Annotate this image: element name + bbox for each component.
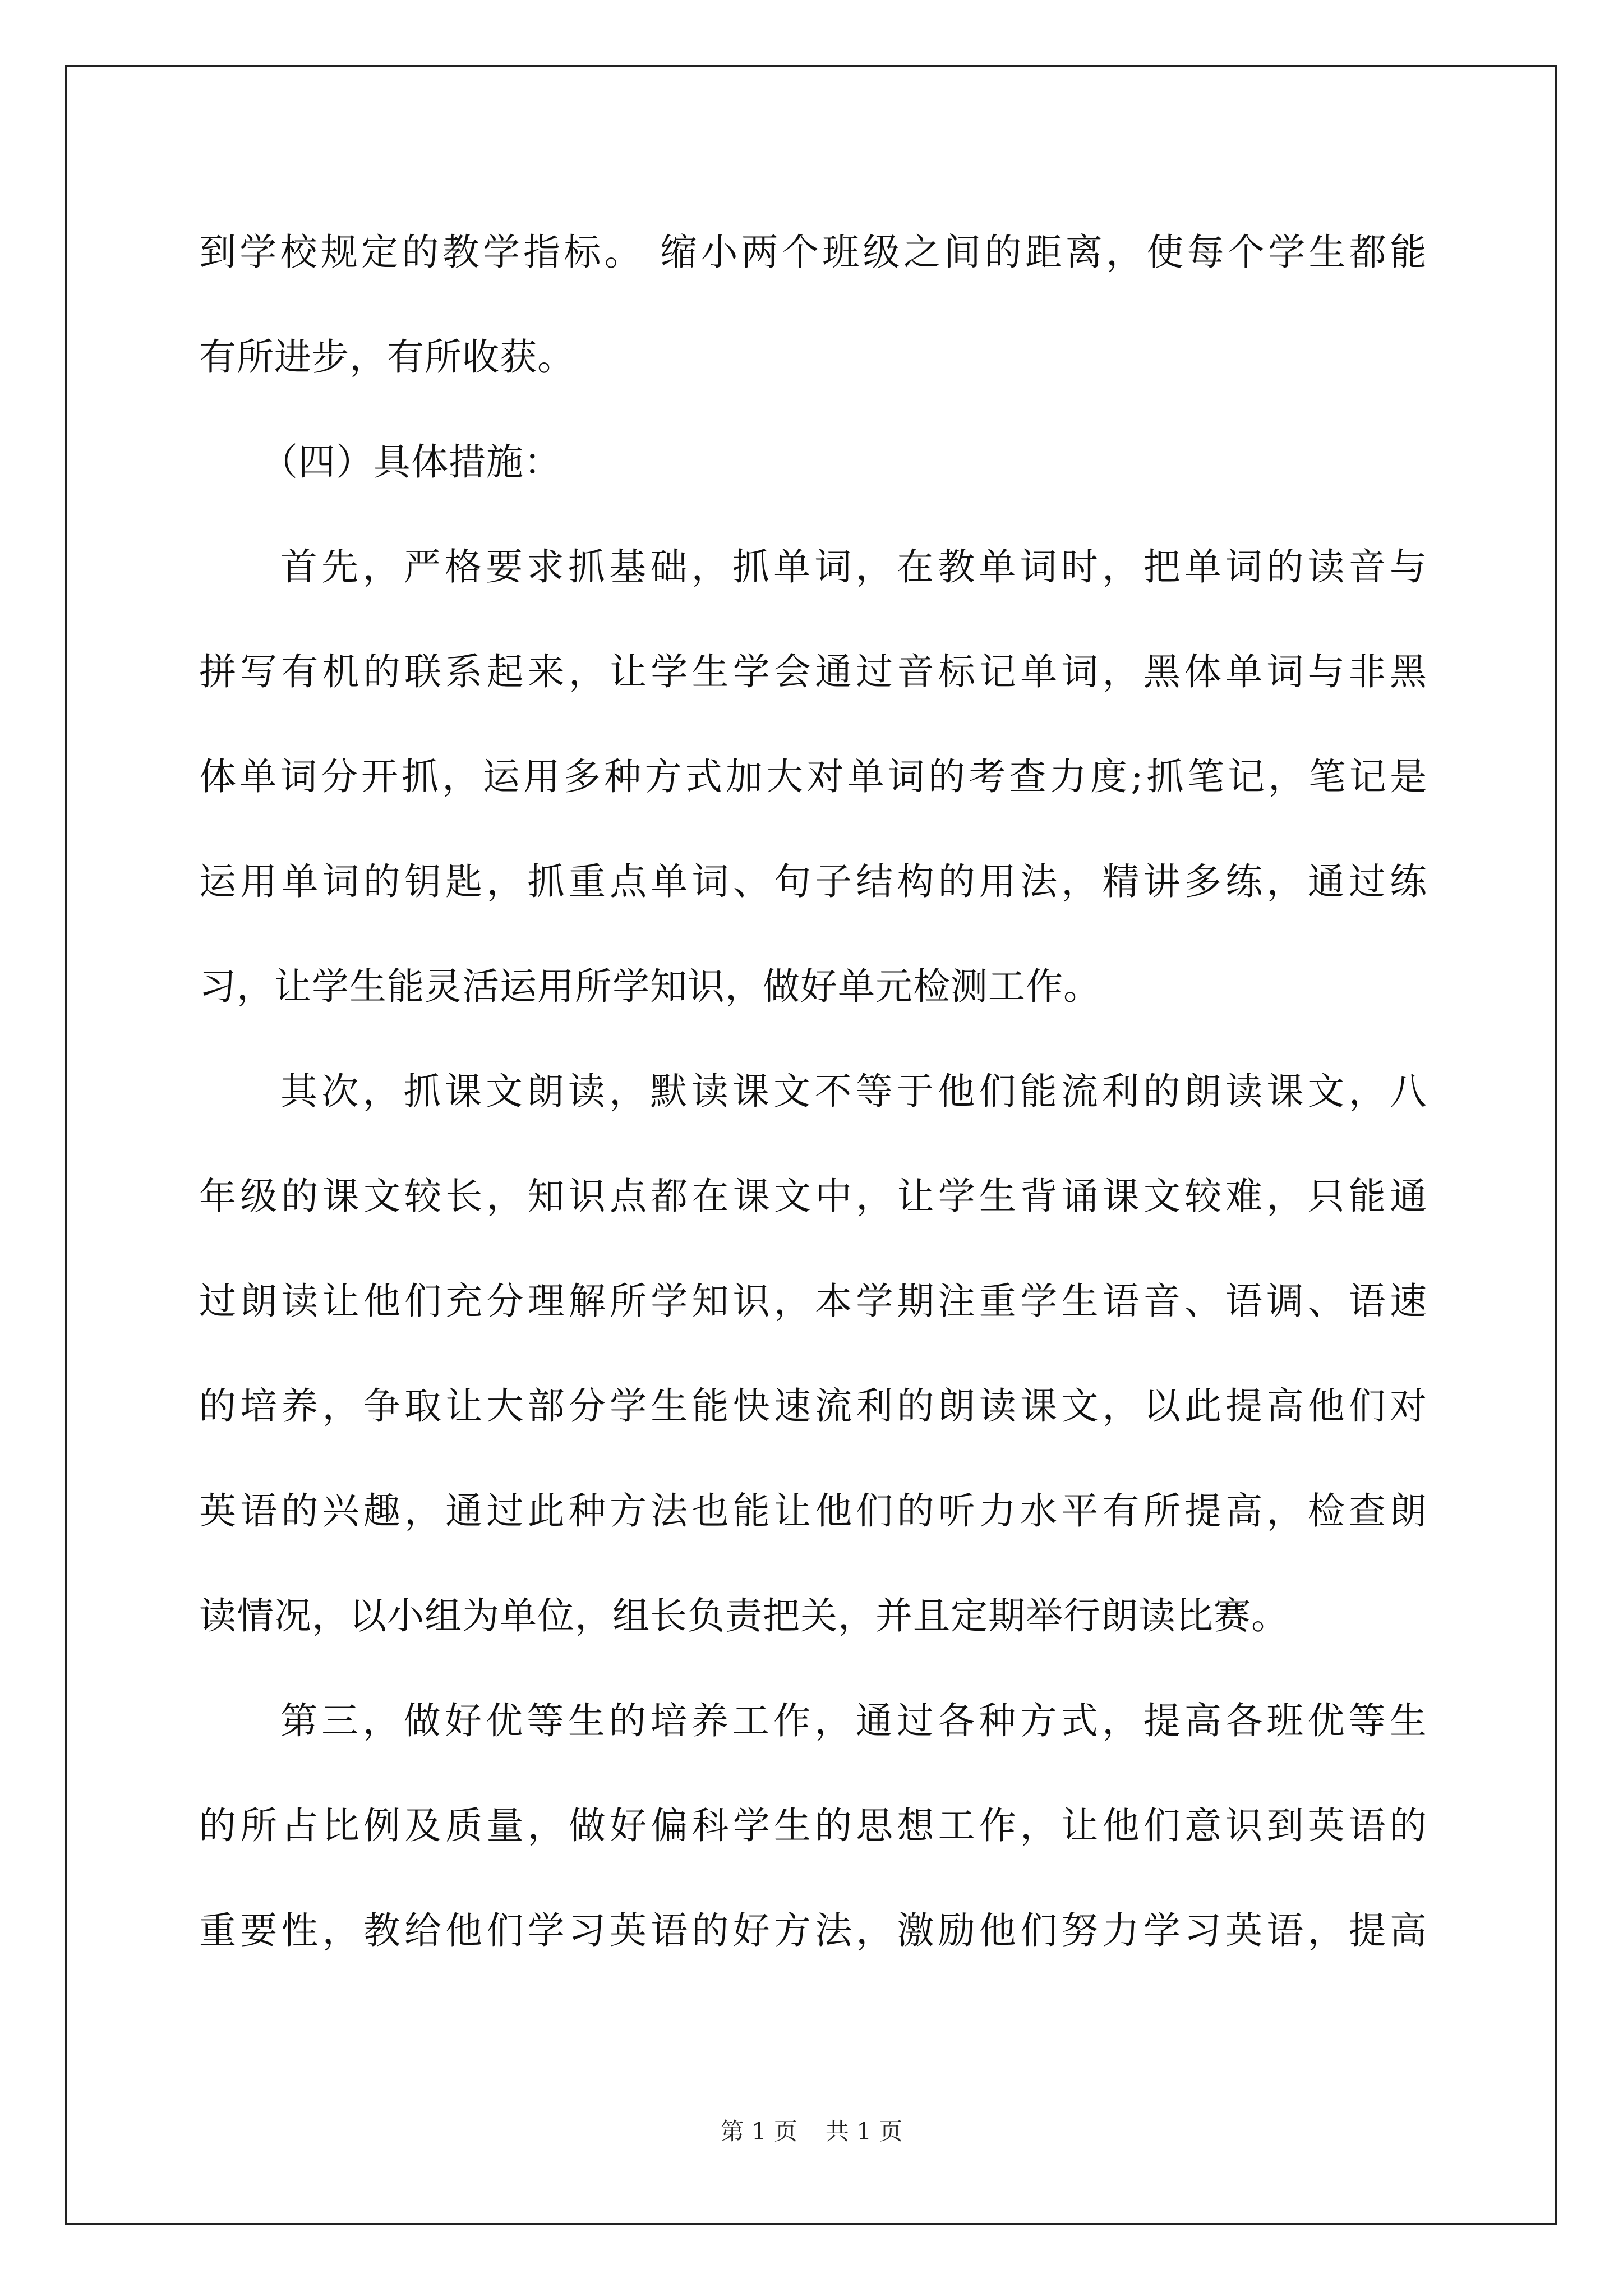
text-line: 过朗读让他们充分理解所学知识，本学期注重学生语音、语调、语速 xyxy=(199,1280,1427,1323)
text-line: 运用单词的钥匙，抓重点单词、句子结构的用法，精讲多练，通过练 xyxy=(199,860,1427,903)
text-line: 有所进步，有所收获。 xyxy=(199,335,575,379)
page-number: 第 1 页 xyxy=(720,2118,797,2145)
text-line: 的培养，争取让大部分学生能快速流利的朗读课文，以此提高他们对 xyxy=(199,1384,1427,1428)
text-line: 读情况，以小组为单位，组长负责把关，并且定期举行朗读比赛。 xyxy=(199,1594,1289,1637)
page-footer xyxy=(0,2115,1623,2148)
text-line: 重要性，教给他们学习英语的好方法，激励他们努力学习英语，提高 xyxy=(199,1909,1427,1952)
page-total: 共 1 页 xyxy=(826,2118,903,2145)
document-body xyxy=(199,210,1427,1994)
text-line: 第三，做好优等生的培养工作，通过各种方式，提高各班优等生 xyxy=(280,1699,1427,1742)
text-line: 习，让学生能灵活运用所学知识，做好单元检测工作。 xyxy=(199,965,1101,1008)
text-line: 的所占比例及质量，做好偏科学生的思想工作，让他们意识到英语的 xyxy=(199,1804,1427,1847)
text-line: 拼写有机的联系起来，让学生学会通过音标记单词，黑体单词与非黑 xyxy=(199,650,1427,693)
text-line: 年级的课文较长，知识点都在课文中，让学生背诵课文较难，只能通 xyxy=(199,1175,1427,1218)
text-line: 其次，抓课文朗读，默读课文不等于他们能流利的朗读课文，八 xyxy=(280,1070,1427,1113)
text-line: 英语的兴趣，通过此种方法也能让他们的听力水平有所提高，检查朗 xyxy=(199,1489,1427,1533)
text-line: 首先，严格要求抓基础，抓单词，在教单词时，把单词的读音与 xyxy=(280,545,1427,588)
text-line: 体单词分开抓，运用多种方式加大对单词的考查力度;抓笔记，笔记是 xyxy=(199,755,1427,798)
section-heading: （四）具体措施： xyxy=(261,440,561,484)
text-line: 到学校规定的教学指标。 缩小两个班级之间的距离，使每个学生都能 xyxy=(199,231,1427,274)
